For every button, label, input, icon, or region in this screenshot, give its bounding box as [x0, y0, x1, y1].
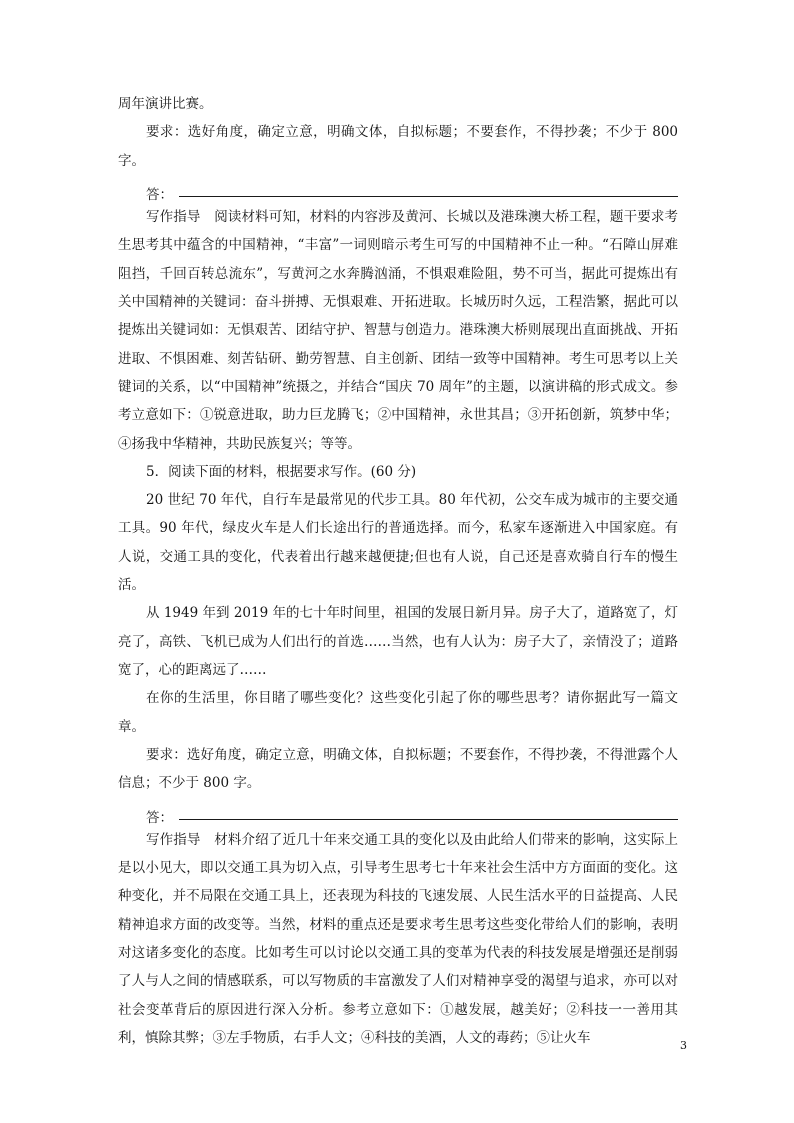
requirement-text: 要求：选好角度，确定立意，明确文体，自拟标题；不要套作，不得抄袭；不少于 800 字。 — [118, 124, 678, 169]
answer-line-row — [118, 175, 678, 203]
writing-guidance: 写作指导 材料介绍了近几十年来交通工具的变化以及由此给人们带来的影响，这实际上是以小见大，即以交通工具为切入点，引导考生思考七十年来社会生活中方方面面的变化。这种变化，并不局限在交通工具上，还表现为科技的飞速发展、人民生活水平的日益提高、人民精神追求方面的改变等。当然，材料的重点还是要求考生思考这些变化带给人们的影响，表明对这诸多变化的态度。比如考生可以讨论以交通工具的变革为代表的科技发展是增强还是削弱了人与人之间的情感联系，可以写物质的丰富激发了人们对精神享受的渴望与追求，亦可以对社会变革背后的原因进行深入分析。参考立意如下：①越发展，越美好；②科技一一善用其利，慎除其弊；③左手物质，右手人文；④科技的美酒，人文的毒药；⑤让火车 — [118, 831, 678, 1046]
requirement-text: 要求：选好角度，确定立意，明确文体，自拟标题；不要套作，不得抄袭，不得泄露个人信息；不少于 800 字。 — [118, 746, 678, 792]
answer-label: 答： — [146, 809, 173, 826]
material-paragraph: 在你的生活里，你目睹了哪些变化？这些变化引起了你的哪些思考？请你据此写一篇文章。 — [118, 690, 678, 735]
question-prompt: 5．阅读下面的材料，根据要求写作。(60 分) — [146, 463, 417, 480]
answer-blank[interactable] — [179, 819, 678, 820]
writing-guidance: 写作指导 阅读材料可知，材料的内容涉及黄河、长城以及港珠澳大桥工程，题干要求考生思考其中蕴含的中国精神，“丰富”一词则暗示考生可写的中国精神不止一种。“石障山屏难阻挡，千回百转总流东”，写黄河之水奔腾汹涌，不惧艰难险阻，势不可当，据此可提炼出有关中国精神的关键词：奋斗拼搏、无惧艰难、开拓进取。长城历时久远，工程浩繁，据此可以提炼出关键词如：无惧艰苦、团结守护、智慧与创造力。港珠澳大桥则展现出直面挑战、开拓进取、不惧困难、刻苦钻研、勤劳智慧、自主创新、团结一致等中国精神。考生可思考以上关键词的关系，以“中国精神”统摄之，并结合“国庆 70 周年”的主题，以演讲稿的形式成文。参考立意如下：①锐意进取，助力巨龙腾飞；②中国精神，永世其昌；③开拓创新，筑梦中华；④扬我中华精神，共助民族复兴；等等。 — [118, 209, 678, 452]
material-paragraph: 20 世纪 70 年代，自行车是最常见的代步工具。80 年代初，公交车成为城市的主要交通工具。90 年代，绿皮火车是人们长途出行的普通选择。而今，私家车逐渐进入中国家庭。有人说，交通工具的变化，代表着出行越来越便捷;但也有人说，自己还是喜欢骑自行车的慢生活。 — [118, 492, 678, 594]
answer-label: 答： — [146, 187, 173, 204]
page-number: 3 — [680, 1039, 687, 1052]
page-content — [118, 90, 678, 1052]
material-paragraph: 从 1949 年到 2019 年的七十年时间里，祖国的发展日新月异。房子大了，道路宽了，灯亮了，高铁、飞机已成为人们出行的首选……当然，也有人认为：房子大了，亲情没了；道路宽了，心的距离远了…… — [118, 605, 678, 678]
answer-line-row — [118, 797, 678, 825]
continuation-text: 周年演讲比赛。 — [118, 96, 213, 112]
answer-blank[interactable] — [179, 196, 678, 197]
